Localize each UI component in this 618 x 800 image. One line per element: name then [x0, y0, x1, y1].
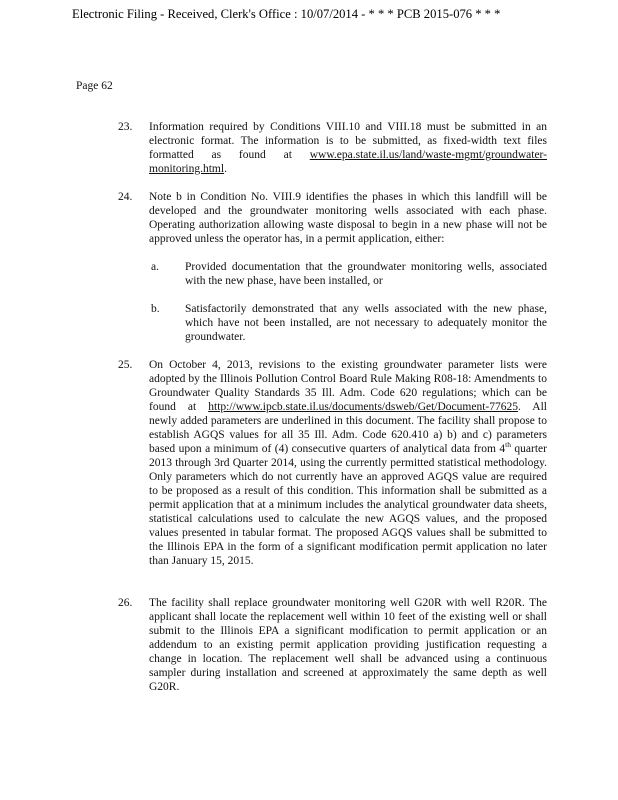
item-text: The facility shall replace groundwater monitoring well G20R with well R20R. The applicant shall locate the replacement well within 10 feet of the existing well or shall submit to the Illinois EPA a significant modification to permit application or an addendum to an existing permit application providing justification requesting a change in location. The replacement well shall be advanced using a continuous sampler during installation and screened at approximately the same depth as well G20R.: [149, 597, 547, 693]
item-number: 26.: [118, 597, 133, 609]
sub-item-letter: a.: [151, 261, 159, 273]
sub-item-text: Provided documentation that the groundwater monitoring wells, associated with the new phase, have been installed, or: [185, 261, 547, 287]
item-text-part: Information required by Conditions VIII.10 and VIII.18 must be submitted in an electronic format. The information is to be submitted, as fixed-width text files formatted as found at: [149, 121, 547, 161]
item-text: Note b in Condition No. VIII.9 identifies the phases in which this landfill will be developed and the groundwater monitoring wells associated with each phase. Operating authorization allowing waste disposal to begin in a new phase will not be approved unless the operator has, in a permit application, either:: [149, 191, 547, 245]
filing-header: Electronic Filing - Received, Clerk's Office : 10/07/2014 - * * * PCB 2015-076 * * *: [72, 7, 501, 21]
groundwater-monitoring-link[interactable]: www.epa.state.il.us/land/waste-mgmt/groundwater-monitoring.html: [149, 149, 547, 175]
item-text-part: quarter 2013 through 3rd Quarter 2014, using the currently permitted statistical methodology. Only parameters which do not currently have an approved AGQS value are required to be proposed as a result of this condition. This information shall be submitted as a permit application that at a minimum includes the analytical groundwater data sheets, statistical calculations used to calculate the new AGQS values, and the proposed values presented in tabular format. The proposed AGQS values shall be submitted to the Illinois EPA in the form of a significant modification permit application no later than January 15, 2015.: [149, 443, 547, 567]
item-text: [149, 358, 547, 568]
page-number: Page 62: [76, 80, 113, 92]
item-number: 25.: [118, 359, 133, 371]
item-text-part: On October 4, 2013, revisions to the existing groundwater parameter lists were adopted by the Illinois Pollution Control Board Rule Making R08-18: Amendments to Groundwater Quality Standards 35 Ill. Adm. Code 620 regulations; which can be found at: [149, 359, 547, 413]
item-number: 24.: [118, 191, 133, 203]
sub-item-text: Satisfactorily demonstrated that any wells associated with the new phase, which have not been installed, are not necessary to adequately monitor the groundwater.: [185, 303, 547, 343]
item-text-part: . All newly added parameters are underlined in this document. The facility shall propose to establish AGQS values for all 35 Ill. Adm. Code 620.410 a) b) and c) parameters based upon a minimum of (4) consecutive quarters of analytical data from 4: [149, 401, 547, 455]
item-text-part: .: [224, 163, 227, 175]
item-text: [149, 120, 547, 176]
sub-item-letter: b.: [151, 303, 160, 315]
item-number: 23.: [118, 121, 133, 133]
ipcb-document-link[interactable]: http://www.ipcb.state.il.us/documents/dsweb/Get/Document-77625: [208, 401, 518, 413]
superscript-th: th: [505, 440, 511, 450]
